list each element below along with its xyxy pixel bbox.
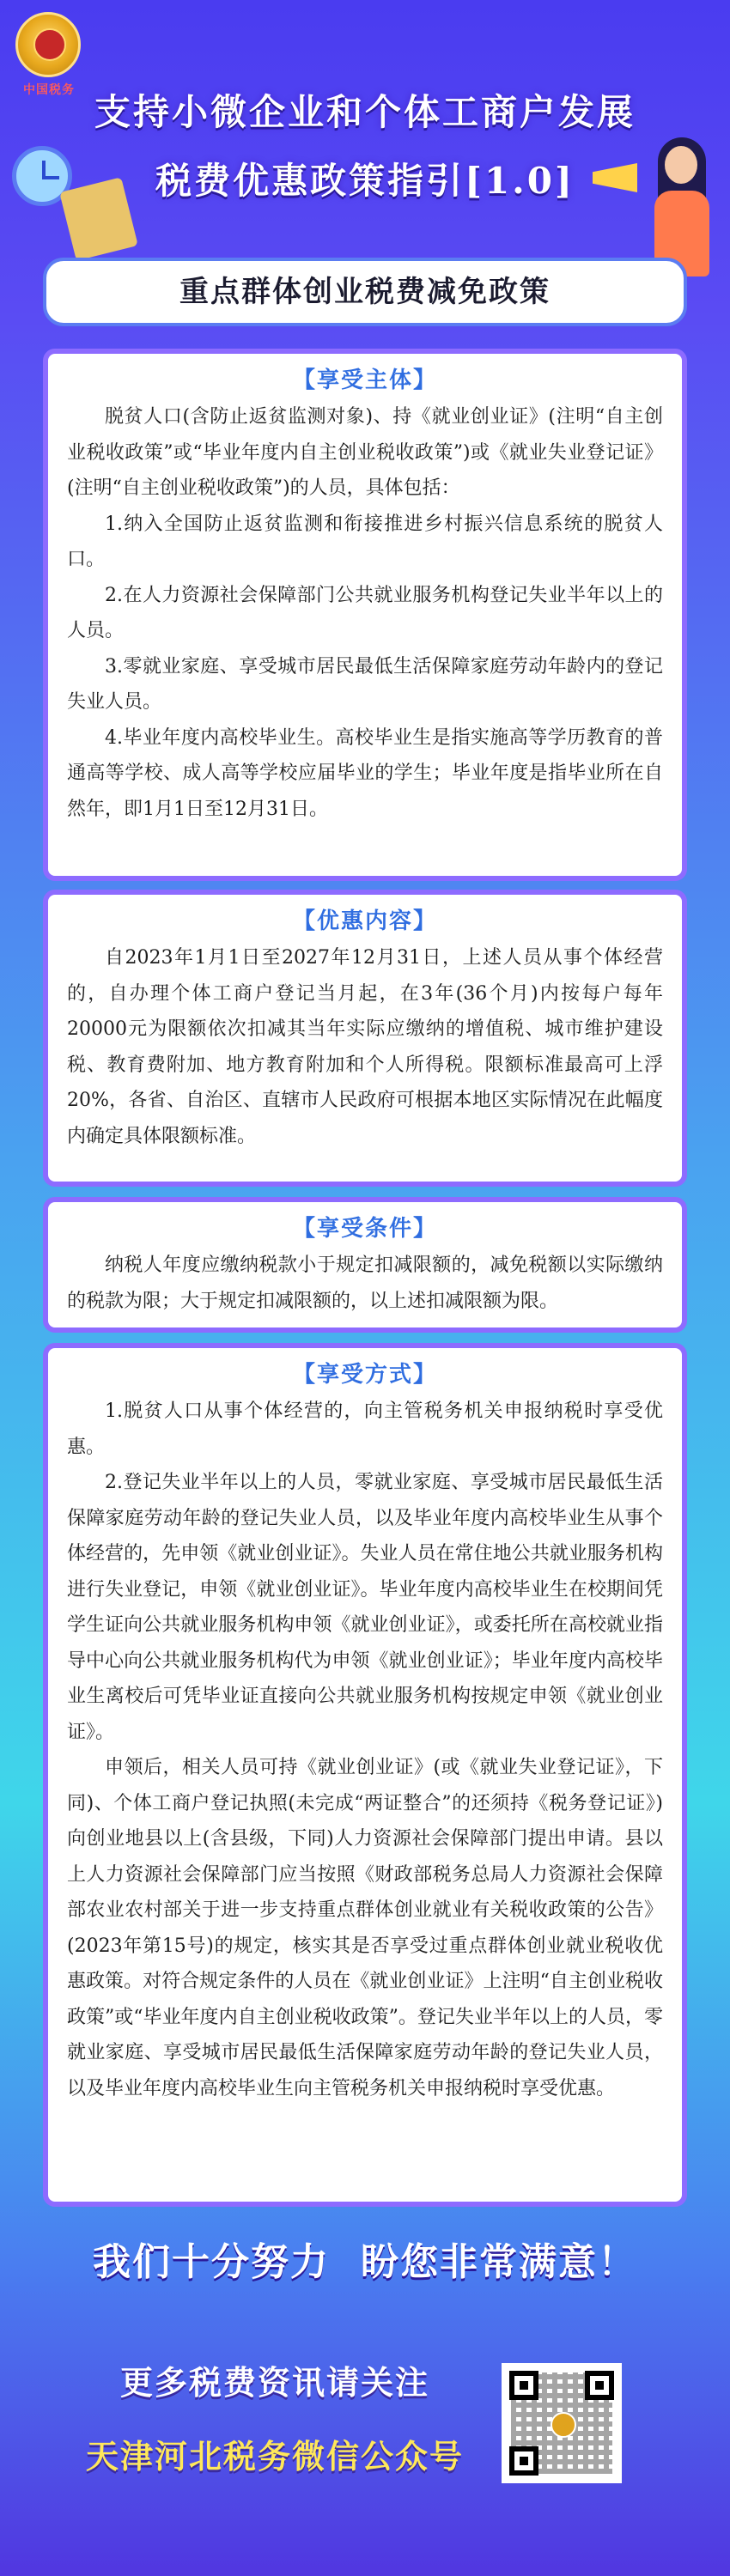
subtitle-banner: [43, 258, 687, 326]
section-paragraph: 申领后，相关人员可持《就业创业证》(或《就业失业登记证》，下同)、个体工商户登记执照(未完成“两证整合”的还须持《税务登记证》)向创业地县以上(含县级，下同)人力资源社会保障部门提出申请。县以上人力资源社会保障部门应当按照《财政部税务总局人力资源社会保障部农业农村部关于进一步支持重点群体创业就业有关税收政策的公告》(2023年第15号)的规定，核实其是否享受过重点群体创业就业税收优惠政策。对符合规定条件的人员在《就业创业证》上注明“自主创业税收政策”或“毕业年度内自主创业税收政策”。登记失业半年以上的人员，零就业家庭、享受城市居民最低生活保障家庭劳动年龄的登记失业人员，以及毕业年度内高校毕业生向主管税务机关申报纳税时享受优惠。: [67, 1757, 663, 2099]
section-paragraph: 4.毕业年度内高校毕业生。高校毕业生是指实施高等学历教育的普通高等学校、成人高等学校应届毕业的学生；毕业年度是指毕业所在自然年，即1月1日至12月31日。: [67, 726, 663, 820]
section-paragraph: 纳税人年度应缴纳税款小于规定扣减限额的，减免税额以实际缴纳的税款为限；大于规定扣减限额的，以上述扣减限额为限。: [67, 1255, 663, 1312]
section-title: 【享受主体】: [292, 368, 437, 393]
page-title-line2: 税费优惠政策指引[1.0]: [155, 160, 575, 202]
wechat-account-name: 天津河北税务微信公众号: [85, 2437, 464, 2476]
section-card-eligibility: [43, 349, 687, 881]
section-paragraph: 1.脱贫人口从事个体经营的，向主管税务机关申报纳税时享受优惠。: [67, 1400, 663, 1458]
section-title: 【优惠内容】: [292, 908, 437, 934]
section-paragraph: 2.登记失业半年以上的人员，零就业家庭、享受城市居民最低生活保障家庭劳动年龄的登记失业人员，以及毕业年度内高校毕业生从事个体经营的，先申领《就业创业证》。失业人员在常住地公共就业服务机构进行失业登记，申领《就业创业证》。毕业年度内高校毕业生在校期间凭学生证向公共就业服务机构申领《就业创业证》，或委托所在高校就业指导中心向公共就业服务机构代为申领《就业创业证》；毕业年度内高校毕业生离校后可凭毕业证直接向公共就业服务机构按规定申领《就业创业证》。: [67, 1472, 663, 1743]
section-card-procedure: [43, 1343, 687, 2207]
emblem-caption: 中国税务: [23, 83, 75, 97]
section-title: 【享受方式】: [292, 1362, 437, 1388]
slogan-left: 我们十分努力: [93, 2240, 330, 2284]
follow-prompt: 更多税费资讯请关注: [119, 2363, 429, 2402]
slogan: [0, 2231, 730, 2286]
section-card-conditions: [43, 1197, 687, 1333]
slogan-right: 盼您非常满意！: [361, 2240, 637, 2284]
section-paragraph: 自2023年1月1日至2027年12月31日，上述人员从事个体经营的，自办理个体工商户登记当月起，在3年(36个月)内按每户每年20000元为限额依次扣减其当年实际应缴纳的增值税、城市维护建设税、教育费附加、地方教育附加和个人所得税。限额标准最高可上浮20%，各省、自治区、直辖市人民政府可根据本地区实际情况在此幅度内确定具体限额标准。: [67, 947, 663, 1147]
section-paragraph: 脱贫人口(含防止返贫监测对象)、持《就业创业证》(注明“自主创业税收政策”或“毕业年度内自主创业税收政策”)或《就业失业登记证》(注明“自主创业税收政策”)的人员，具体包括：: [67, 406, 663, 499]
page-title-line1: 支持小微企业和个体工商户发展: [94, 91, 636, 133]
tax-emblem-logo: [15, 12, 81, 77]
section-paragraph: 2.在人力资源社会保障部门公共就业服务机构登记失业半年以上的人员。: [67, 584, 663, 641]
tax-emblem-icon: [551, 2412, 576, 2438]
section-card-benefits: [43, 890, 687, 1187]
section-title: 【享受条件】: [292, 1216, 437, 1242]
section-paragraph: 1.纳入全国防止返贫监测和衔接推进乡村振兴信息系统的脱贫人口。: [67, 513, 663, 570]
subtitle: 重点群体创业税费减免政策: [179, 275, 551, 309]
section-paragraph: 3.零就业家庭、享受城市居民最低生活保障家庭劳动年龄内的登记失业人员。: [67, 655, 663, 713]
qr-code[interactable]: [502, 2363, 622, 2483]
